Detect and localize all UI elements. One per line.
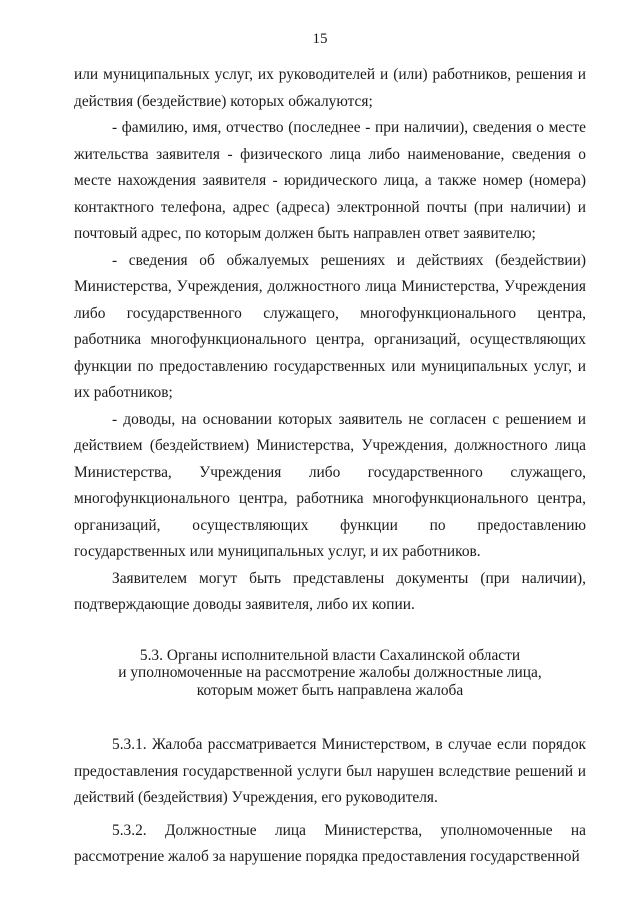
paragraph-appealed-decisions: - сведения об обжалуемых решениях и действиях (бездействии) Министерства, Учреждения, должностного лица Министерства, Учреждения либо государственного служащего, многофункционального центра, работника многофункционального центра, организаций, осуществляющих функции по предоставлению государственных или муниципальных услуг, и их работников; (74, 251, 586, 401)
page-number: 15 (312, 31, 328, 47)
paragraph-arguments: - доводы, на основании которых заявитель не согласен с решением и действием (бездействием) Министерства, Учреждения, должностного лица Министерства, Учреждения либо государственного служащего, многофункционального центра, работника многофункционального центра, организаций, осуществляющих функции по предоставлению государственных или муниципальных услуг, и их работников. (74, 410, 586, 560)
paragraph-5-3-2: 5.3.2. Должностные лица Министерства, уполномоченные на рассмотрение жалоб за нарушение порядка предоставления государственной (74, 821, 586, 865)
paragraph-documents: Заявителем могут быть представлены документы (при наличии), подтверждающие доводы заявителя, либо их копии. (74, 569, 586, 613)
section-heading (74, 647, 586, 700)
section-heading-line: и уполномоченные на рассмотрение жалобы должностные лица, (118, 664, 542, 681)
paragraph-continuation: или муниципальных услуг, их руководителей и (или) работников, решения и действия (бездействие) которых обжалуются; (74, 66, 586, 110)
paragraph-applicant-name: - фамилию, имя, отчество (последнее - при наличии), сведения о месте жительства заявителя - физического лица либо наименование, сведения о месте нахождения заявителя - юридического лица, а также номер (номера) контактного телефона, адрес (адреса) электронной почты (при наличии) и почтовый адрес, по которым должен быть направлен ответ заявителю; (74, 119, 586, 242)
paragraph-5-3-1: 5.3.1. Жалоба рассматривается Министерством, в случае если порядок предоставления государственной услуги был нарушен вследствие решений и действий (бездействия) Учреждения, его руководителя. (74, 736, 586, 806)
section-heading-line: 5.3. Органы исполнительной власти Сахалинской области (139, 646, 521, 664)
section-heading-line: которым может быть направлена жалоба (196, 681, 464, 699)
document-body (74, 62, 586, 871)
